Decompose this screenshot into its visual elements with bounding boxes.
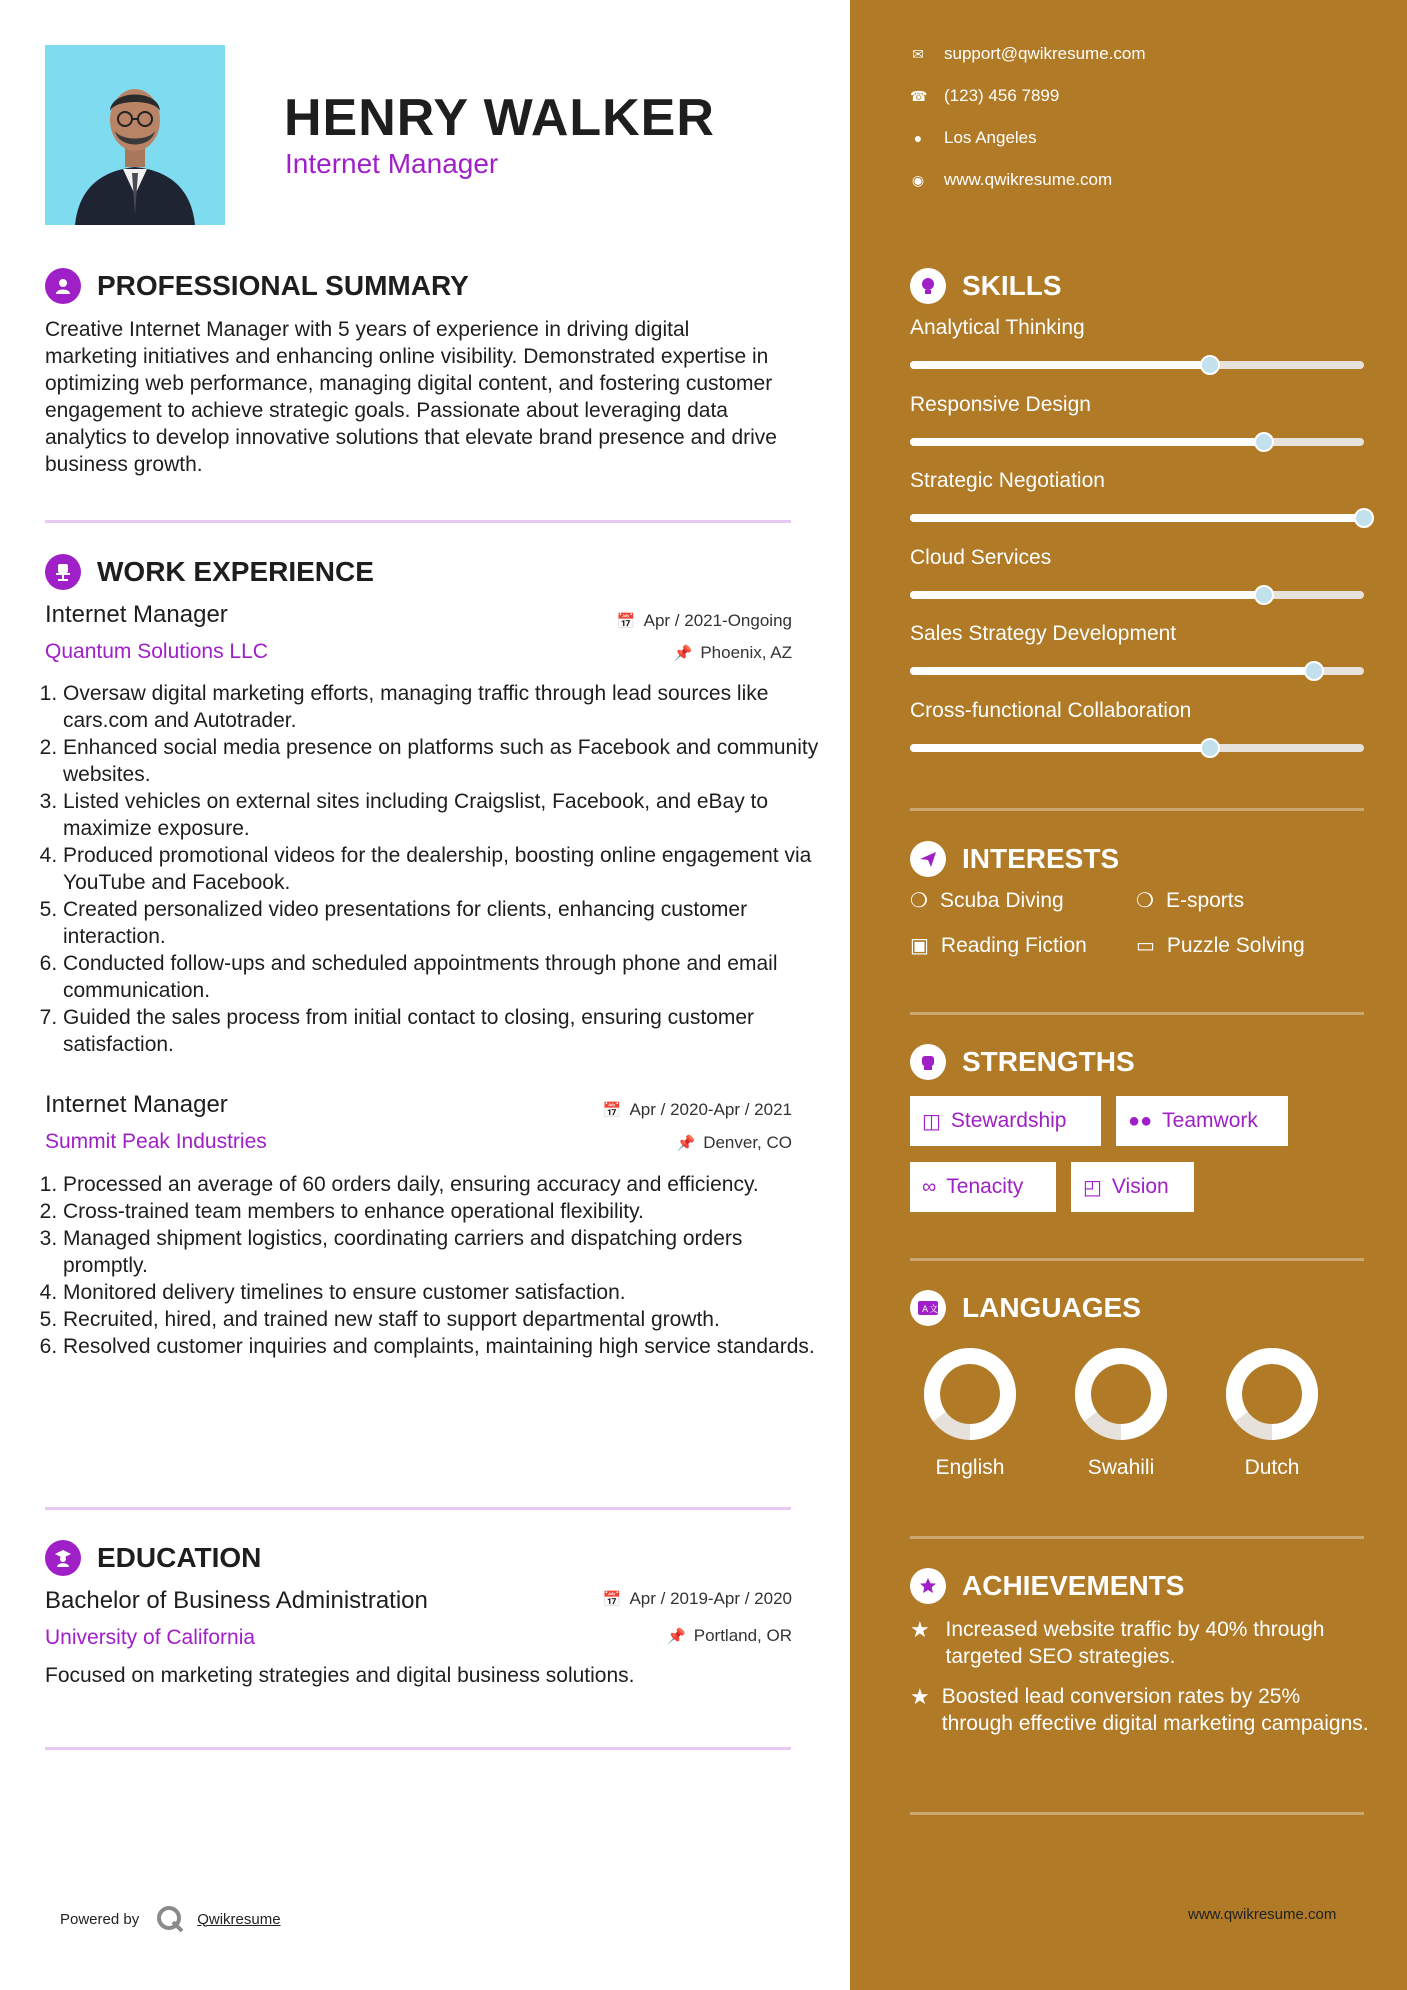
binoculars-icon: ◰ bbox=[1083, 1176, 1102, 1199]
contact-website-text[interactable]: www.qwikresume.com bbox=[944, 170, 1113, 189]
footer-website[interactable]: www.qwikresume.com bbox=[1188, 1906, 1337, 1923]
gamepad-icon: ▣ bbox=[910, 935, 929, 957]
skill-bar bbox=[910, 361, 1364, 369]
job-company: Quantum Solutions LLC bbox=[45, 640, 268, 663]
svg-text:文: 文 bbox=[929, 1305, 939, 1315]
briefcase-icon: ◫ bbox=[922, 1110, 941, 1133]
education-location-text: Portland, OR bbox=[693, 1626, 792, 1645]
section-divider bbox=[45, 520, 791, 523]
map-pin-icon: ● bbox=[913, 130, 923, 146]
list-item: 1. Oversaw digital marketing efforts, managing traffic through lead sources like cars.com and Autotrader. bbox=[63, 680, 823, 734]
calendar-icon: 📅 bbox=[616, 613, 636, 630]
list-item: 6. Conducted follow-ups and scheduled appointments through phone and email communication. bbox=[63, 950, 823, 1004]
contact-phone-text: (123) 456 7899 bbox=[944, 86, 1060, 105]
fist-icon bbox=[910, 1044, 946, 1080]
language-ring bbox=[1061, 1344, 1181, 1449]
language-label: Swahili bbox=[1087, 1456, 1155, 1479]
job-title: Internet Manager bbox=[45, 601, 228, 628]
skill-bar bbox=[910, 438, 1364, 446]
interest-item bbox=[1136, 888, 1244, 913]
languages-title: LANGUAGES bbox=[962, 1292, 1141, 1323]
skills-heading bbox=[910, 268, 1062, 304]
star-icon: ★ bbox=[910, 1684, 930, 1709]
skill-bar-fill bbox=[910, 591, 1264, 599]
skill-bar bbox=[910, 514, 1364, 522]
interests-title: INTERESTS bbox=[962, 843, 1120, 874]
job-dates bbox=[617, 611, 792, 631]
skill-bar-knob bbox=[1354, 508, 1374, 528]
phone-icon: ☎ bbox=[910, 87, 928, 104]
language-label: English bbox=[935, 1456, 1005, 1479]
contact-phone bbox=[910, 86, 1059, 106]
lightbulb-icon bbox=[910, 268, 946, 304]
pin-icon: 📌 bbox=[676, 1135, 696, 1152]
strength-badge bbox=[1116, 1096, 1288, 1146]
achievement-text: Increased website traffic by 40% through targeted SEO strategies. bbox=[945, 1618, 1325, 1668]
paper-plane-icon bbox=[910, 841, 946, 877]
job-company: Summit Peak Industries bbox=[45, 1130, 267, 1153]
language-label: Dutch bbox=[1244, 1456, 1300, 1479]
skill-label: Sales Strategy Development bbox=[910, 622, 1177, 645]
interest-item bbox=[1136, 933, 1305, 958]
strengths-heading bbox=[910, 1044, 1135, 1080]
job-location bbox=[674, 643, 792, 663]
calendar-icon: 📅 bbox=[602, 1591, 622, 1608]
section-divider bbox=[910, 1536, 1364, 1539]
achievement-item bbox=[910, 1616, 1370, 1670]
skill-bar-knob bbox=[1200, 355, 1220, 375]
job-dates bbox=[603, 1100, 792, 1120]
pin-icon: 📌 bbox=[673, 645, 693, 662]
degree-title: Bachelor of Business Administration bbox=[45, 1587, 428, 1614]
job-location-text: Phoenix, AZ bbox=[700, 643, 792, 662]
skill-label: Analytical Thinking bbox=[910, 316, 1085, 339]
list-item: 1. Processed an average of 60 orders daily, ensuring accuracy and efficiency. bbox=[63, 1171, 823, 1198]
contact-website bbox=[910, 170, 1112, 190]
envelope-icon: ✉ bbox=[912, 45, 924, 62]
skill-bar-knob bbox=[1200, 738, 1220, 758]
lifebuoy-icon: ❍ bbox=[1136, 890, 1154, 912]
section-divider bbox=[45, 1507, 791, 1510]
strength-label: Stewardship bbox=[950, 1109, 1067, 1132]
language-ring bbox=[910, 1344, 1030, 1449]
star-icon: ★ bbox=[910, 1617, 930, 1642]
experience-title: WORK EXPERIENCE bbox=[97, 556, 374, 587]
list-item: 6. Resolved customer inquiries and complaints, maintaining high service standards. bbox=[63, 1333, 823, 1360]
achievement-text: Boosted lead conversion rates by 25% through effective digital marketing campaigns. bbox=[941, 1685, 1369, 1735]
calendar-icon: 📅 bbox=[602, 1102, 622, 1119]
list-item: 3. Managed shipment logistics, coordinating carriers and dispatching orders promptly. bbox=[63, 1225, 823, 1279]
skills-title: SKILLS bbox=[962, 270, 1062, 301]
graduate-icon bbox=[45, 1540, 81, 1576]
strength-label: Teamwork bbox=[1162, 1109, 1258, 1132]
pin-icon: 📌 bbox=[667, 1628, 686, 1645]
list-item: 7. Guided the sales process from initial contact to closing, ensuring customer satisfaction. bbox=[63, 1004, 823, 1058]
users-icon: ●● bbox=[1128, 1109, 1153, 1132]
skill-label: Strategic Negotiation bbox=[910, 469, 1105, 492]
job-duties-list bbox=[40, 1171, 823, 1360]
education-dates bbox=[603, 1589, 792, 1609]
list-item: 2. Cross-trained team members to enhance operational flexibility. bbox=[63, 1198, 823, 1225]
powered-by-text: Powered by bbox=[60, 1910, 140, 1928]
section-divider bbox=[910, 1258, 1364, 1261]
summary-text: Creative Internet Manager with 5 years of experience in driving digital marketing initiatives and enhancing online visibility. Demonstrated expertise in optimizing web performance, managing digital content, and fostering customer engagement to achieve strategic goals. Passionate about leveraging data analytics to develop innovative solutions that elevate brand presence and drive business growth. bbox=[45, 318, 777, 476]
list-item: 4. Monitored delivery timelines to ensure customer satisfaction. bbox=[63, 1279, 823, 1306]
job-dates-text: Apr / 2021-Ongoing bbox=[643, 611, 792, 630]
list-item: 5. Created personalized video presentations for clients, enhancing customer interaction. bbox=[63, 896, 823, 950]
link-icon: ∞ bbox=[922, 1175, 937, 1198]
interest-label: Puzzle Solving bbox=[1166, 933, 1305, 957]
interest-item bbox=[910, 888, 1064, 913]
powered-by bbox=[60, 1904, 281, 1934]
skill-bar-fill bbox=[910, 361, 1210, 369]
strengths-title: STRENGTHS bbox=[962, 1046, 1135, 1077]
interest-label: Reading Fiction bbox=[940, 933, 1087, 957]
experience-heading bbox=[45, 554, 374, 590]
languages-heading bbox=[910, 1290, 1141, 1326]
candidate-name: HENRY WALKER bbox=[284, 89, 715, 147]
contact-location-text: Los Angeles bbox=[944, 128, 1037, 147]
lifebuoy-icon: ❍ bbox=[910, 890, 928, 912]
skill-bar-knob bbox=[1254, 585, 1274, 605]
strength-label: Tenacity bbox=[946, 1175, 1024, 1198]
section-divider bbox=[910, 808, 1364, 811]
office-chair-icon bbox=[45, 554, 81, 590]
strength-badge bbox=[910, 1162, 1056, 1212]
job-dates-text: Apr / 2020-Apr / 2021 bbox=[629, 1100, 792, 1119]
job-duties-list bbox=[40, 680, 823, 1058]
section-divider bbox=[910, 1812, 1364, 1815]
person-photo-illustration bbox=[45, 45, 225, 225]
skill-bar-knob bbox=[1304, 661, 1324, 681]
section-divider bbox=[45, 1747, 791, 1750]
skill-bar-fill bbox=[910, 514, 1364, 522]
education-dates-text: Apr / 2019-Apr / 2020 bbox=[629, 1589, 792, 1608]
list-item: 4. Produced promotional videos for the dealership, boosting online engagement via YouTube and Facebook. bbox=[63, 842, 823, 896]
strength-badge bbox=[1071, 1162, 1194, 1212]
summary-heading bbox=[45, 268, 469, 304]
interest-label: E-sports bbox=[1165, 888, 1245, 912]
skill-bar-fill bbox=[910, 744, 1210, 752]
skill-label: Cloud Services bbox=[910, 545, 1052, 569]
school-name: University of California bbox=[45, 1626, 256, 1649]
globe-icon: ◉ bbox=[911, 171, 925, 188]
skill-label: Responsive Design bbox=[910, 392, 1091, 416]
skill-bar-knob bbox=[1254, 432, 1274, 452]
strength-badge bbox=[910, 1096, 1101, 1146]
section-divider bbox=[910, 1012, 1364, 1015]
contact-email bbox=[910, 44, 1146, 64]
job-location-text: Denver, CO bbox=[703, 1133, 792, 1152]
skill-bar bbox=[910, 591, 1364, 599]
achievement-item bbox=[910, 1683, 1370, 1737]
interests-heading bbox=[910, 841, 1119, 877]
candidate-title: Internet Manager bbox=[285, 148, 499, 179]
profile-photo bbox=[45, 45, 225, 225]
summary-title: PROFESSIONAL SUMMARY bbox=[97, 270, 469, 301]
education-description: Focused on marketing strategies and digital business solutions. bbox=[45, 1664, 635, 1687]
interest-label: Scuba Diving bbox=[939, 888, 1064, 912]
skill-bar bbox=[910, 667, 1364, 675]
skill-label: Cross-functional Collaboration bbox=[910, 698, 1192, 722]
education-title: EDUCATION bbox=[97, 1542, 262, 1573]
svg-text:A: A bbox=[922, 1305, 929, 1315]
job-title: Internet Manager bbox=[45, 1091, 228, 1118]
achievements-title: ACHIEVEMENTS bbox=[962, 1570, 1185, 1601]
job-location bbox=[677, 1133, 793, 1153]
user-icon bbox=[45, 268, 81, 304]
skill-bar-fill bbox=[910, 667, 1314, 675]
qwikresume-link[interactable]: Qwikresume bbox=[197, 1910, 281, 1928]
list-item: 2. Enhanced social media presence on platforms such as Facebook and community websites. bbox=[63, 734, 823, 788]
contact-location bbox=[910, 128, 1037, 148]
strength-label: Vision bbox=[1111, 1175, 1169, 1198]
qwikresume-logo-icon bbox=[155, 1904, 185, 1934]
education-heading bbox=[45, 1540, 261, 1576]
contact-email-text[interactable]: support@qwikresume.com bbox=[944, 44, 1146, 63]
language-icon bbox=[910, 1290, 946, 1326]
star-badge-icon bbox=[910, 1568, 946, 1604]
skill-bar-fill bbox=[910, 438, 1264, 446]
education-location bbox=[667, 1626, 792, 1646]
achievements-heading bbox=[910, 1568, 1184, 1604]
list-item: 3. Listed vehicles on external sites including Craigslist, Facebook, and eBay to maximize exposure. bbox=[63, 788, 823, 842]
list-item: 5. Recruited, hired, and trained new staff to support departmental growth. bbox=[63, 1306, 823, 1333]
book-icon: ▭ bbox=[1136, 935, 1155, 957]
language-ring bbox=[1212, 1344, 1332, 1449]
skill-bar bbox=[910, 744, 1364, 752]
interest-item bbox=[910, 933, 1087, 958]
